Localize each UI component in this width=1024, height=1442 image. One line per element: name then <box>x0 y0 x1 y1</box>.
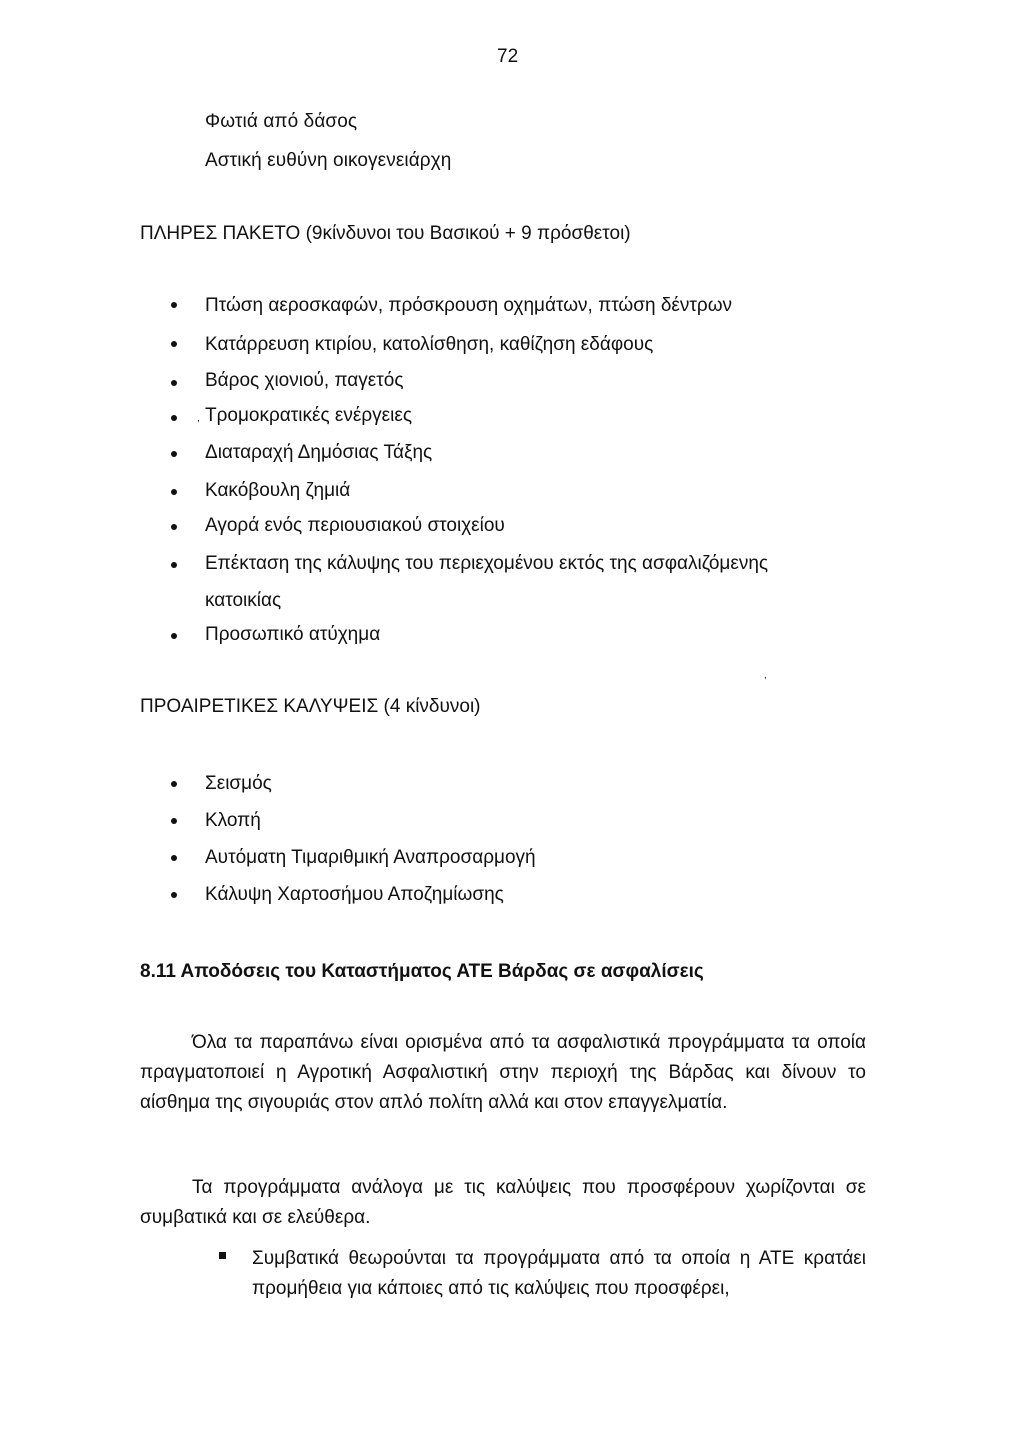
list-item: Κατάρρευση κτιρίου, κατολίσθηση, καθίζηση εδάφους <box>205 334 654 355</box>
full-package-heading: ΠΛΗΡΕΣ ΠΑΚΕΤΟ (9κίνδυνοι του Βασικού + 9 πρόσθετοι) <box>140 223 631 244</box>
bullet-dot <box>171 380 177 386</box>
bullet-dot <box>171 892 177 898</box>
intro-line: Φωτιά από δάσος <box>205 111 358 132</box>
bullet-dot <box>171 302 177 308</box>
body-paragraph: Τα προγράμματα ανάλογα με τις καλύψεις που προσφέρουν χωρίζονται σε συμβατικά και σε ελεύθερα. <box>140 1177 866 1228</box>
list-item-continuation: κατοικίας <box>205 590 282 611</box>
bullet-dot <box>171 451 177 457</box>
list-item: Επέκταση της κάλυψης του περιεχομένου εκτός της ασφαλιζόμενης <box>205 553 769 574</box>
stray-mark: , <box>764 670 767 681</box>
list-item: Κλοπή <box>205 810 261 831</box>
list-item: Κακόβουλη ζημιά <box>205 480 351 501</box>
list-item: Τρομοκρατικές ενέργειες <box>205 405 412 426</box>
list-item: Αγορά ενός περιουσιακού στοιχείου <box>205 515 505 536</box>
square-bullet <box>219 1252 226 1259</box>
bullet-dot <box>171 633 177 639</box>
bullet-dot <box>171 524 177 530</box>
bullet-dot <box>171 781 177 787</box>
section-heading: 8.11 Αποδόσεις του Καταστήματος ΑΤΕ Βάρδας σε ασφαλίσεις <box>140 961 704 982</box>
bullet-dot <box>171 855 177 861</box>
body-paragraph: Όλα τα παραπάνω είναι ορισμένα από τα ασφαλιστικά προγράμματα τα οποία πραγματοποιεί η Αγροτική Ασφαλιστική στην περιοχή της Βάρδας και δίνουν το αίσθημα της σιγουριάς στον απλό πολίτη αλλά και στον επαγγελματία. <box>140 1032 866 1113</box>
optional-coverages-heading: ΠΡΟΑΙΡΕΤΙΚΕΣ ΚΑΛΥΨΕΙΣ (4 κίνδυνοι) <box>140 696 481 717</box>
bullet-dot <box>171 341 177 347</box>
bullet-dot <box>171 562 177 568</box>
list-item: Βάρος χιονιού, παγετός <box>205 370 404 391</box>
list-item: Πτώση αεροσκαφών, πρόσκρουση οχημάτων, πτώση δέντρων <box>205 295 733 316</box>
list-item: Διαταραχή Δημόσιας Τάξης <box>205 442 433 463</box>
list-item: Προσωπικό ατύχημα <box>205 624 381 645</box>
stray-mark: , <box>197 413 200 424</box>
list-item: Αυτόματη Τιμαριθμική Αναπροσαρμογή <box>205 847 536 868</box>
bullet-dot <box>171 818 177 824</box>
intro-line: Αστική ευθύνη οικογενειάρχη <box>205 150 452 171</box>
list-item: Σεισμός <box>205 773 272 794</box>
list-item: Κάλυψη Χαρτοσήμου Αποζημίωσης <box>205 884 504 905</box>
sub-bullet-text: Συμβατικά θεωρούνται τα προγράμματα από τα οποία η ΑΤΕ κρατάει προμήθεια για κάποιες από τις καλύψεις που προσφέρει, <box>252 1248 866 1299</box>
bullet-dot <box>171 415 177 421</box>
page-number: 72 <box>497 46 519 67</box>
bullet-dot <box>171 489 177 495</box>
